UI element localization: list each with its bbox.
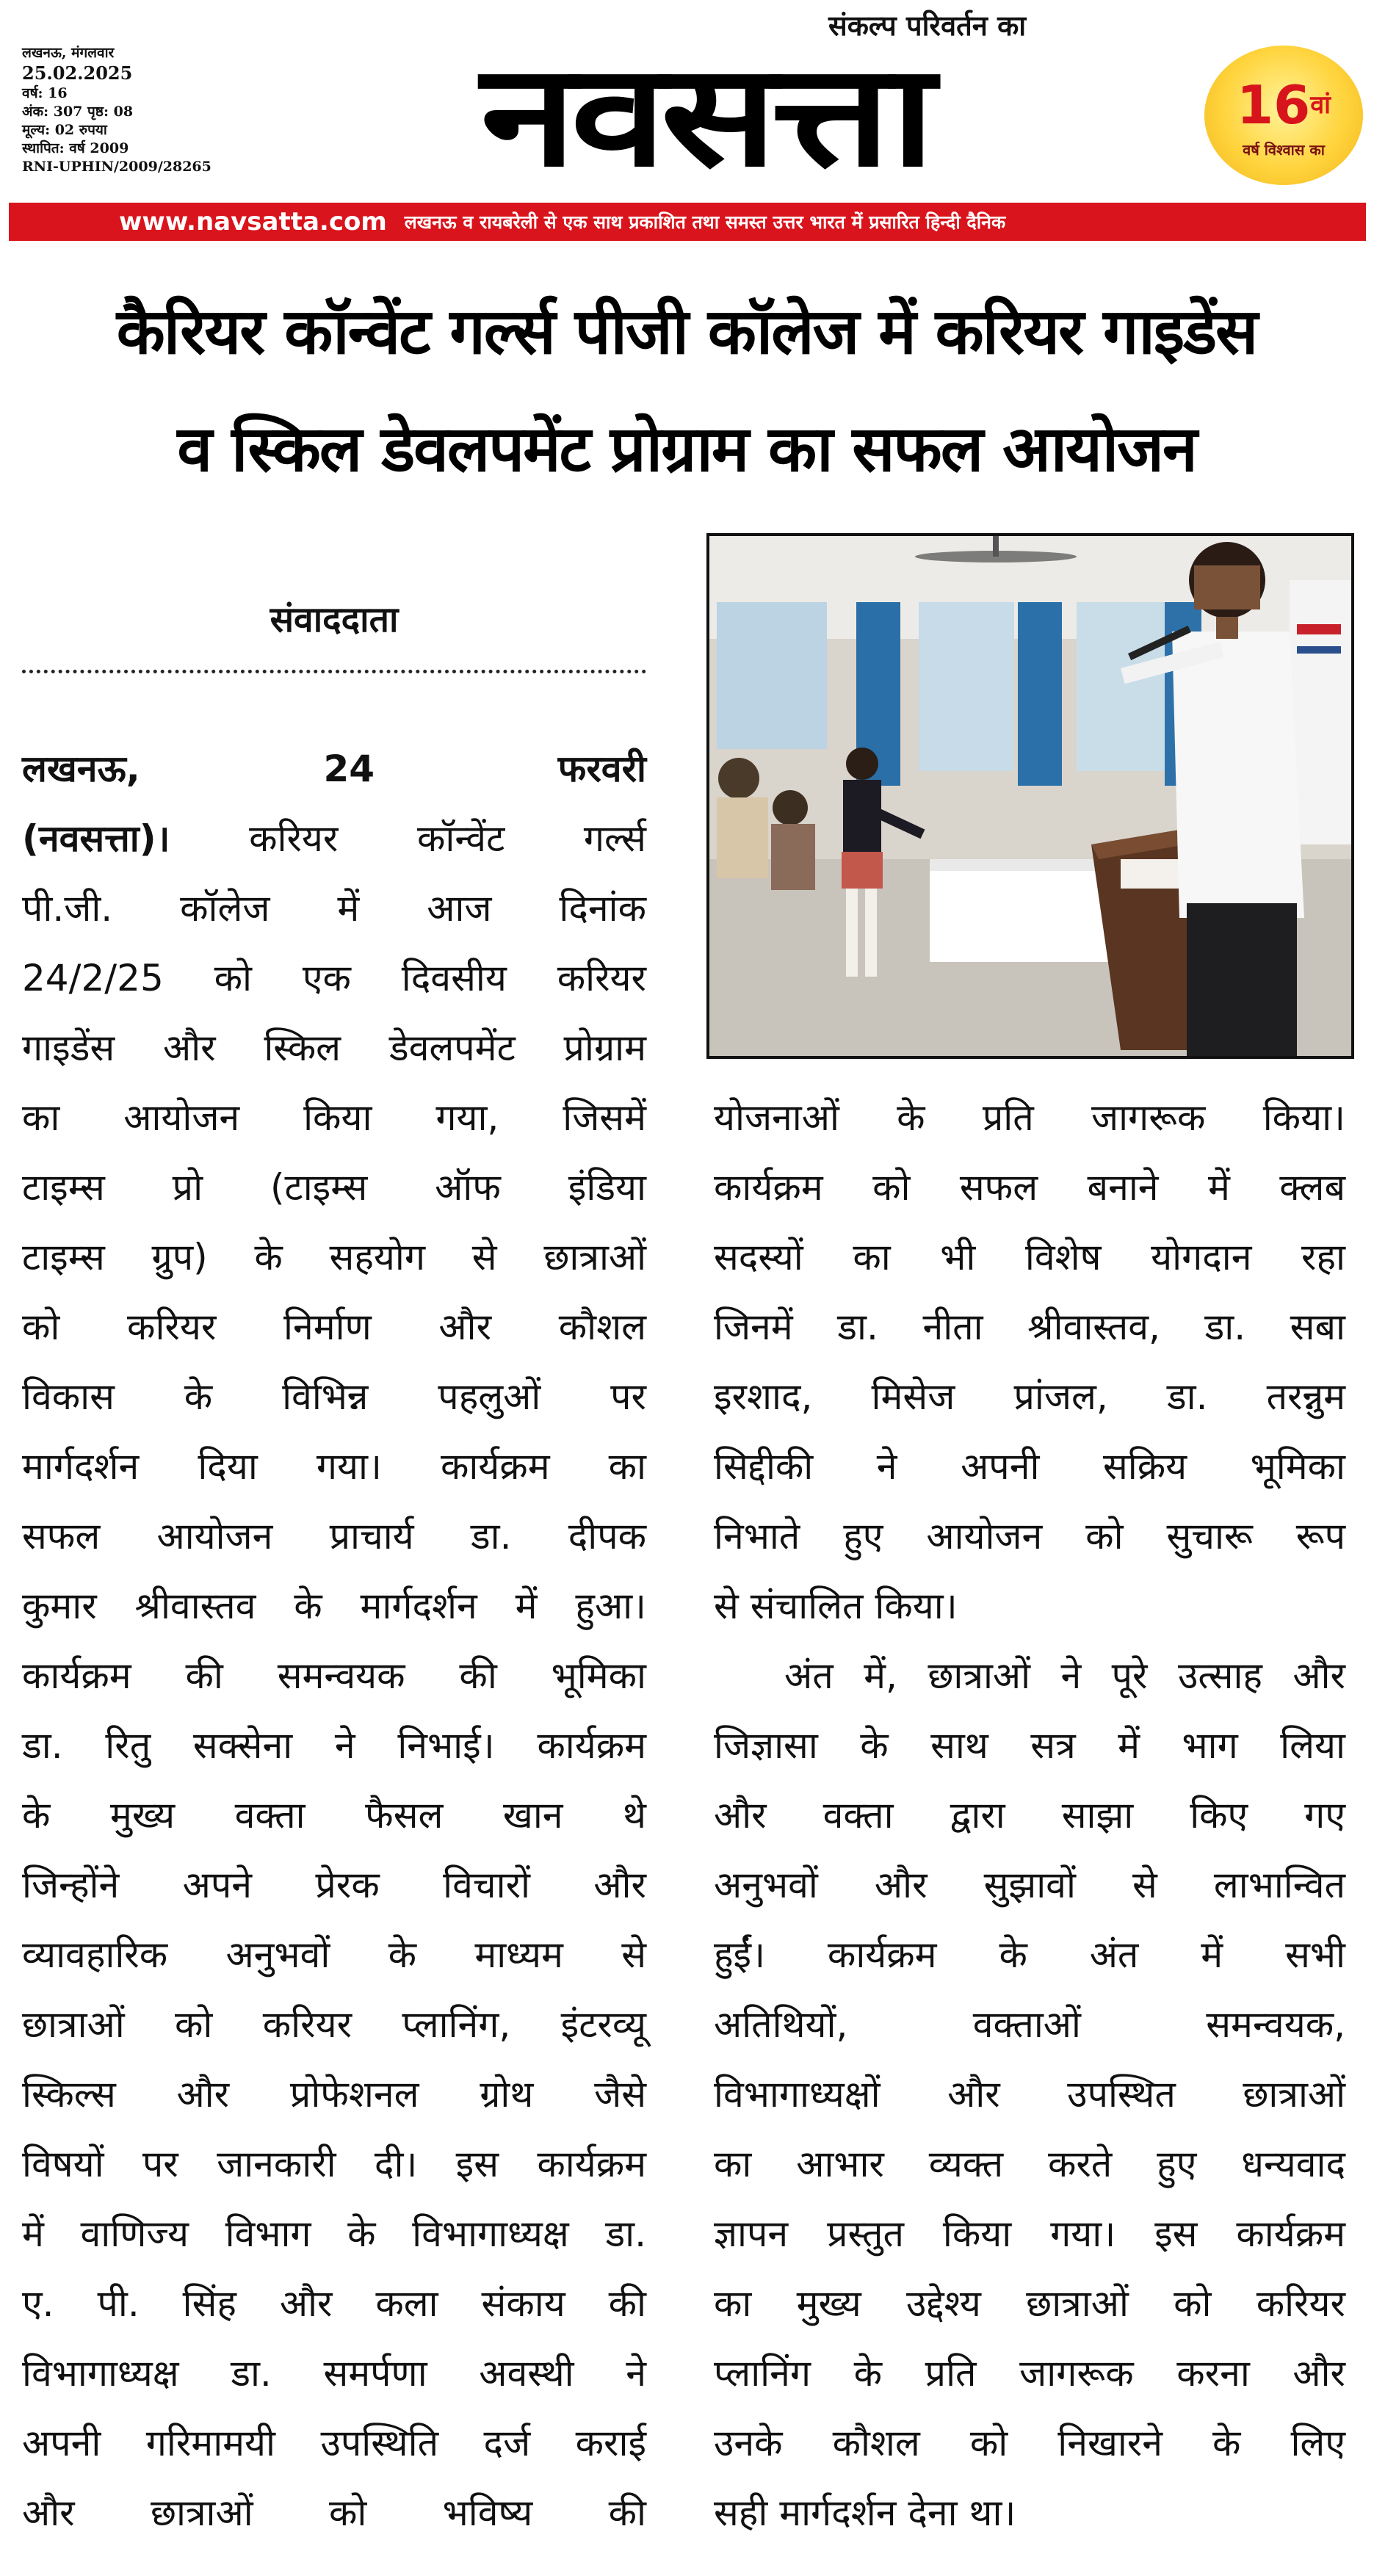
article-photo (706, 533, 1354, 1059)
body-line: ज्ञापन प्रस्तुत किया गया। इस कार्यक्रम (714, 2213, 1345, 2255)
body-line: और छात्राओं को भविष्य की (22, 2492, 646, 2534)
body-line: इरशाद, मिसेज प्रांजल, डा. तरन्नुम (714, 1375, 1345, 1418)
body-line: अंत में, छात्राओं ने पूरे उत्साह और (784, 1654, 1345, 1697)
body-line: जिनमें डा. नीता श्रीवास्तव, डा. सबा (714, 1306, 1345, 1348)
badge-text: वर्ष विश्वास का (1243, 141, 1325, 159)
body-line: स्किल्स और प्रोफेशनल ग्रोथ जैसे (22, 2073, 646, 2116)
body-line: निभाते हुए आयोजन को सुचारू रूप (714, 1515, 1345, 1557)
headline-line: व स्किल डेवलपमेंट प्रोग्राम का सफल आयोजन (177, 413, 1196, 486)
body-line: ए. पी. सिंह और कला संकाय की (22, 2282, 646, 2325)
body-line (22, 804, 646, 874)
body-line: 24/2/25 को एक दिवसीय करियर (22, 957, 646, 999)
body-line: विषयों पर जानकारी दी। इस कार्यक्रम (22, 2143, 646, 2185)
body-text: करियर कॉन्वेंट गर्ल्स (170, 817, 646, 860)
dateline: लखनऊ, 24 फरवरी (22, 748, 646, 790)
body-line: उनके कौशल को निखारने के लिए (714, 2422, 1345, 2464)
issue-pages: अंक: 307 पृष्ठ: 08 (22, 104, 134, 120)
dotted-divider (22, 670, 646, 673)
body-line: पी.जी. कॉलेज में आज दिनांक (22, 887, 646, 930)
newspaper-title: नवसत्ता (480, 34, 930, 198)
masthead-red-bar (9, 203, 1366, 241)
article-body-right-column (714, 1083, 1345, 2548)
body-line: अपनी गरिमामयी उपस्थिति दर्ज कराई (22, 2422, 646, 2464)
body-line: का मुख्य उद्देश्य छात्राओं को करियर (714, 2282, 1345, 2325)
event-photo-illustration (709, 536, 1351, 1056)
body-line: का आयोजन किया गया, जिसमें (22, 1096, 646, 1139)
body-line: हुईं। कार्यक्रम के अंत में सभी (714, 1933, 1345, 1976)
website-url: www.navsatta.com (119, 207, 387, 236)
body-line: विभागाध्यक्षों और उपस्थित छात्राओं (714, 2073, 1345, 2116)
volume-year: वर्ष: 16 (22, 85, 68, 101)
body-line: सदस्यों का भी विशेष योगदान रहा (714, 1236, 1345, 1278)
body-line: छात्राओं को करियर प्लानिंग, इंटरव्यू (22, 2003, 646, 2046)
anniversary-badge (1204, 46, 1363, 185)
issue-date: 25.02.2025 (22, 62, 133, 84)
body-line: योजनाओं के प्रति जागरूक किया। (714, 1096, 1345, 1139)
body-line: अतिथियों, वक्ताओं समन्वयक, (714, 2003, 1345, 2046)
body-line: और वक्ता द्वारा साझा किए गए (714, 1794, 1345, 1837)
established: स्थापित: वर्ष 2009 (22, 140, 129, 156)
body-line: सफल आयोजन प्राचार्य डा. दीपक (22, 1515, 646, 1557)
body-line: का आभार व्यक्त करते हुए धन्यवाद (714, 2143, 1345, 2185)
body-line: मार्गदर्शन दिया गया। कार्यक्रम का (22, 1445, 646, 1488)
body-line: व्यावहारिक अनुभवों के माध्यम से (22, 1933, 646, 1976)
body-line: कार्यक्रम को सफल बनाने में क्लब (714, 1166, 1345, 1209)
body-line: जिन्होंने अपने प्रेरक विचारों और (22, 1864, 646, 1906)
body-line: विकास के विभिन्न पहलुओं पर (22, 1375, 646, 1418)
body-line: विभागाध्यक्ष डा. समर्पणा अवस्थी ने (22, 2352, 646, 2395)
article-headline (15, 273, 1359, 508)
body-line: गाइडेंस और स्किल डेवलपमेंट प्रोग्राम (22, 1027, 646, 1069)
body-line: जिज्ञासा के साथ सत्र में भाग लिया (714, 1724, 1345, 1767)
publication-description: लखनऊ व रायबरेली से एक साथ प्रकाशित तथा समस्त उत्तर भारत में प्रसारित हिन्दी दैनिक (404, 211, 1006, 233)
body-line: टाइम्स प्रो (टाइम्स ऑफ इंडिया (22, 1166, 646, 1209)
body-line: के मुख्य वक्ता फैसल खान थे (22, 1794, 646, 1837)
headline-line: कैरियर कॉन्वेंट गर्ल्स पीजी कॉलेज में करियर गाइडेंस (116, 295, 1257, 369)
body-line: में वाणिज्य विभाग के विभागाध्यक्ष डा. (22, 2213, 646, 2255)
body-line: सिद्दीकी ने अपनी सक्रिय भूमिका (714, 1445, 1345, 1488)
badge-number: $16^{वां}$ (1237, 74, 1331, 136)
byline: संवाददाता (270, 599, 399, 640)
dateline-source: (नवसत्ता)। (22, 817, 170, 860)
body-line: को करियर निर्माण और कौशल (22, 1306, 646, 1348)
article-body-left-column (22, 734, 646, 2548)
body-line: टाइम्स ग्रुप) के सहयोग से छात्राओं (22, 1236, 646, 1278)
body-line: कुमार श्रीवास्तव के मार्गदर्शन में हुआ। (22, 1585, 646, 1627)
price: मूल्य: 02 रुपया (22, 122, 107, 138)
body-line: प्लानिंग के प्रति जागरूक करना और (714, 2352, 1345, 2395)
place-day: लखनऊ, मंगलवार (22, 45, 115, 61)
rni-number: RNI-UPHIN/2009/28265 (22, 159, 211, 175)
masthead-tagline: संकल्प परिवर्तन का (828, 10, 1027, 42)
body-line: डा. रितु सक्सेना ने निभाई। कार्यक्रम (22, 1724, 646, 1767)
body-line: से संचालित किया। (714, 1585, 958, 1627)
body-line: कार्यक्रम की समन्वयक की भूमिका (22, 1654, 646, 1697)
body-line: अनुभवों और सुझावों से लाभान्वित (714, 1864, 1345, 1906)
body-line: सही मार्गदर्शन देना था। (714, 2492, 1016, 2534)
